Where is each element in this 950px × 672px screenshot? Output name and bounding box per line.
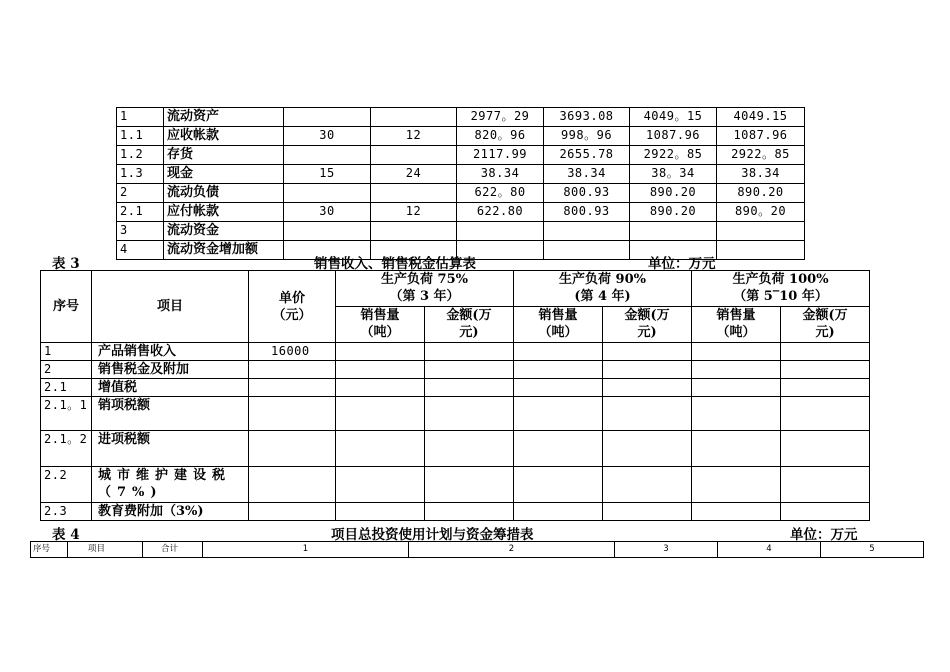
row-turns xyxy=(371,222,457,241)
data-cell xyxy=(336,397,425,431)
row-value: 38.34 xyxy=(717,165,805,184)
row-price xyxy=(249,379,336,397)
header-load-90-line2: (第 4 年) xyxy=(574,289,631,304)
data-cell xyxy=(514,431,603,467)
data-cell xyxy=(336,431,425,467)
data-cell xyxy=(692,379,781,397)
sales-revenue-table xyxy=(40,270,870,521)
header-cell: 序号 xyxy=(31,542,68,558)
data-cell xyxy=(692,397,781,431)
table-row xyxy=(117,222,805,241)
data-cell xyxy=(603,397,692,431)
row-item: 销售税金及附加 xyxy=(92,361,249,379)
row-value xyxy=(457,222,544,241)
data-cell xyxy=(692,503,781,521)
row-price xyxy=(249,431,336,467)
row-value: 820。96 xyxy=(457,127,544,146)
header-no: 序号 xyxy=(41,271,92,343)
table3-label: 表 3 xyxy=(52,256,80,272)
row-days xyxy=(284,184,371,203)
header-load-75-line2: （第 3 年） xyxy=(389,289,460,304)
row-value: 2117.99 xyxy=(457,146,544,165)
row-item: 销项税额 xyxy=(92,397,249,431)
row-no: 3 xyxy=(117,222,164,241)
table-row xyxy=(41,431,870,467)
header-load-90-line1: 生产负荷 90% xyxy=(559,272,647,287)
row-item: 城市维护建设税（7%) xyxy=(92,467,249,503)
row-value: 622.80 xyxy=(457,203,544,222)
data-cell xyxy=(336,361,425,379)
row-item: 流动资金增加额 xyxy=(164,241,284,260)
investment-header-row xyxy=(31,542,924,558)
row-item: 教育费附加（3%) xyxy=(92,503,249,521)
row-item: 产品销售收入 xyxy=(92,343,249,361)
row-value xyxy=(544,241,630,260)
row-value: 38.34 xyxy=(544,165,630,184)
header-cell: 1 xyxy=(203,542,409,558)
header-load-75-line1: 生产负荷 75% xyxy=(381,272,468,287)
data-cell xyxy=(781,467,870,503)
table3-unit: 单位：万元 xyxy=(648,256,716,272)
row-price xyxy=(249,467,336,503)
data-cell xyxy=(603,361,692,379)
header-load-100-line1: 生产负荷 100% xyxy=(732,272,829,287)
row-price xyxy=(249,361,336,379)
row-price xyxy=(249,503,336,521)
row-no: 1.3 xyxy=(117,165,164,184)
data-cell xyxy=(603,343,692,361)
table-row xyxy=(41,467,870,503)
row-item: 存货 xyxy=(164,146,284,165)
table-row xyxy=(117,184,805,203)
header-load-90 xyxy=(514,271,692,307)
table-row xyxy=(117,165,805,184)
header-load-75 xyxy=(336,271,514,307)
data-cell xyxy=(781,503,870,521)
row-value: 1087.96 xyxy=(630,127,717,146)
row-value: 890。20 xyxy=(717,203,805,222)
header-amt-90: 金额(万元) xyxy=(603,307,692,343)
data-cell xyxy=(781,343,870,361)
data-cell xyxy=(603,379,692,397)
row-no: 2.1。1 xyxy=(41,397,92,431)
row-value xyxy=(717,222,805,241)
row-no: 2.1 xyxy=(117,203,164,222)
table4-unit: 单位：万元 xyxy=(790,527,858,543)
data-cell xyxy=(781,379,870,397)
data-cell xyxy=(603,503,692,521)
table-row xyxy=(41,361,870,379)
row-price: 16000 xyxy=(249,343,336,361)
data-cell xyxy=(425,361,514,379)
row-turns: 12 xyxy=(371,127,457,146)
data-cell xyxy=(514,397,603,431)
data-cell xyxy=(514,343,603,361)
header-qty-75: 销售量（吨） xyxy=(336,307,425,343)
data-cell xyxy=(336,503,425,521)
data-cell xyxy=(425,467,514,503)
data-cell xyxy=(781,397,870,431)
row-value: 890.20 xyxy=(630,203,717,222)
data-cell xyxy=(781,431,870,467)
row-value xyxy=(717,241,805,260)
data-cell xyxy=(692,467,781,503)
row-value xyxy=(630,222,717,241)
table-row xyxy=(41,343,870,361)
header-cell: 5 xyxy=(821,542,924,558)
row-item: 进项税额 xyxy=(92,431,249,467)
data-cell xyxy=(336,343,425,361)
row-item: 应收帐款 xyxy=(164,127,284,146)
row-days xyxy=(284,108,371,127)
row-item: 增值税 xyxy=(92,379,249,397)
row-days: 30 xyxy=(284,203,371,222)
row-no: 2 xyxy=(117,184,164,203)
row-no: 1 xyxy=(41,343,92,361)
table-row xyxy=(117,203,805,222)
table-row xyxy=(117,127,805,146)
data-cell xyxy=(425,503,514,521)
table-row xyxy=(41,503,870,521)
data-cell xyxy=(692,431,781,467)
row-turns xyxy=(371,108,457,127)
sales-body xyxy=(41,343,870,521)
data-cell xyxy=(425,397,514,431)
row-value: 38。34 xyxy=(630,165,717,184)
header-load-100-line2: （第 5‾10 年） xyxy=(733,289,828,304)
header-cell: 3 xyxy=(615,542,718,558)
data-cell xyxy=(603,431,692,467)
data-cell xyxy=(336,467,425,503)
row-value: 800.93 xyxy=(544,203,630,222)
table-row xyxy=(117,108,805,127)
header-cell: 项目 xyxy=(68,542,143,558)
row-no: 4 xyxy=(117,241,164,260)
row-value: 2655.78 xyxy=(544,146,630,165)
row-no: 2.1。2 xyxy=(41,431,92,467)
row-days xyxy=(284,146,371,165)
row-value: 2977。29 xyxy=(457,108,544,127)
row-item: 流动资产 xyxy=(164,108,284,127)
row-no: 2.3 xyxy=(41,503,92,521)
data-cell xyxy=(514,361,603,379)
data-cell xyxy=(514,503,603,521)
data-cell xyxy=(514,379,603,397)
header-qty-100: 销售量（吨） xyxy=(692,307,781,343)
row-value: 4049。15 xyxy=(630,108,717,127)
data-cell xyxy=(781,361,870,379)
row-item: 现金 xyxy=(164,165,284,184)
table4-label: 表 4 xyxy=(52,527,80,543)
data-cell xyxy=(514,467,603,503)
data-cell xyxy=(425,431,514,467)
header-cell: 合计 xyxy=(143,542,203,558)
data-cell xyxy=(692,361,781,379)
sales-header-row-1 xyxy=(41,271,870,307)
row-value: 622。80 xyxy=(457,184,544,203)
row-days: 15 xyxy=(284,165,371,184)
row-item: 应付帐款 xyxy=(164,203,284,222)
row-no: 2.1 xyxy=(41,379,92,397)
header-price: 单价（元） xyxy=(249,271,336,343)
row-turns: 24 xyxy=(371,165,457,184)
table-row xyxy=(41,379,870,397)
table3-title: 销售收入、销售税金估算表 xyxy=(314,256,476,272)
row-no: 1.1 xyxy=(117,127,164,146)
row-turns: 12 xyxy=(371,203,457,222)
row-no: 1 xyxy=(117,108,164,127)
header-amt-75: 金额(万元) xyxy=(425,307,514,343)
row-no: 1.2 xyxy=(117,146,164,165)
row-no: 2 xyxy=(41,361,92,379)
row-value: 2922。85 xyxy=(630,146,717,165)
row-item: 流动负债 xyxy=(164,184,284,203)
row-value: 890.20 xyxy=(717,184,805,203)
investment-plan-table xyxy=(30,541,924,558)
header-qty-90: 销售量（吨） xyxy=(514,307,603,343)
row-days: 30 xyxy=(284,127,371,146)
row-value: 4049.15 xyxy=(717,108,805,127)
row-turns xyxy=(371,184,457,203)
row-value: 998。96 xyxy=(544,127,630,146)
data-cell xyxy=(425,379,514,397)
data-cell xyxy=(692,343,781,361)
header-cell: 4 xyxy=(718,542,821,558)
working-capital-body xyxy=(117,108,805,260)
row-value: 1087.96 xyxy=(717,127,805,146)
row-value: 38.34 xyxy=(457,165,544,184)
row-value xyxy=(544,222,630,241)
header-load-100 xyxy=(692,271,870,307)
row-item: 流动资金 xyxy=(164,222,284,241)
row-value: 800.93 xyxy=(544,184,630,203)
row-value: 2922。85 xyxy=(717,146,805,165)
header-cell: 2 xyxy=(409,542,615,558)
row-value: 890.20 xyxy=(630,184,717,203)
row-price xyxy=(249,397,336,431)
table4-title: 项目总投资使用计划与资金筹措表 xyxy=(331,527,534,543)
table-row xyxy=(41,397,870,431)
row-days xyxy=(284,222,371,241)
row-turns xyxy=(371,146,457,165)
working-capital-table xyxy=(116,107,805,260)
data-cell xyxy=(425,343,514,361)
data-cell xyxy=(336,379,425,397)
header-amt-100: 金额(万元) xyxy=(781,307,870,343)
header-item: 项目 xyxy=(92,271,249,343)
row-value: 3693.08 xyxy=(544,108,630,127)
row-no: 2.2 xyxy=(41,467,92,503)
data-cell xyxy=(603,467,692,503)
table-row xyxy=(117,146,805,165)
